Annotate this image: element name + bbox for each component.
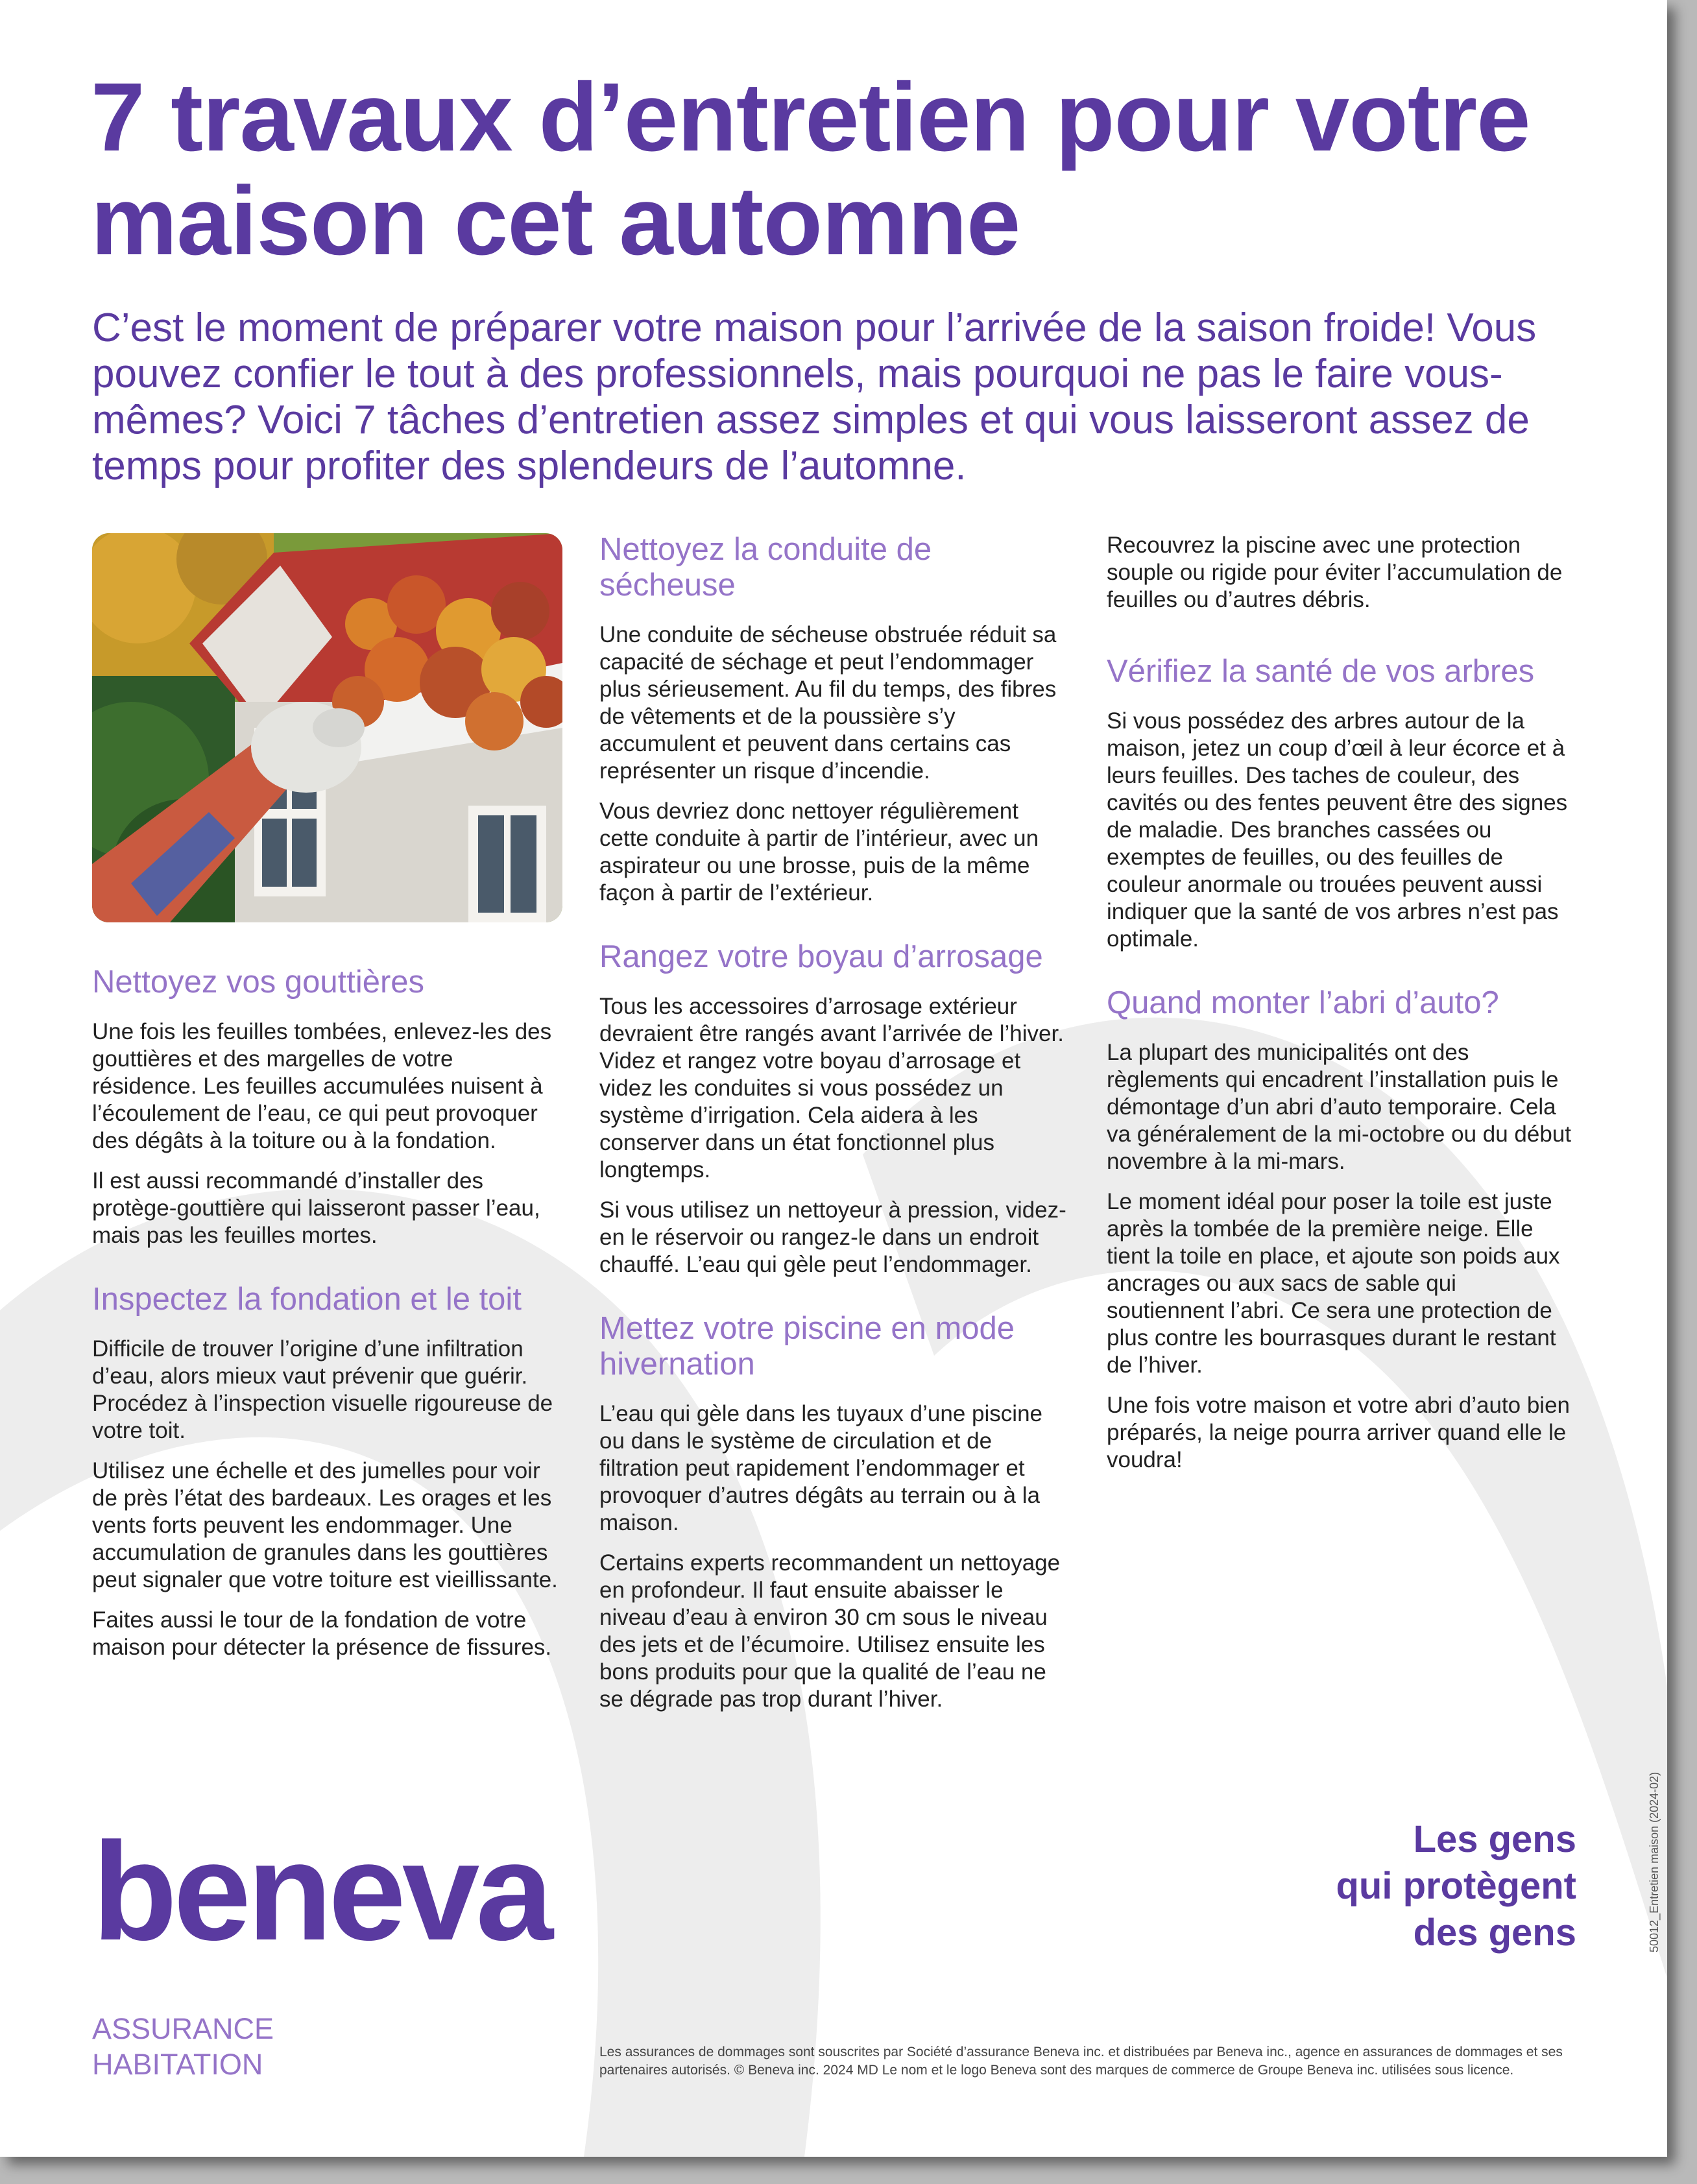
section-paragraph: Il est aussi recommandé d’installer des protège-gouttière qui laisseront passer l’eau, mais pas les feuilles mortes. [92,1168,540,1248]
gutter-leaves-photo [92,533,562,922]
section-garden-hose [599,939,1070,1278]
legal-notice: Les assurances de dommages sont souscrites par Société d’assurance Beneva inc. et distribuées par Beneva inc., agence en assurances de dommages et ses partenaires autorisés. © Beneva inc. 2024 MD Le nom et le logo Beneva sont des marques de commerce de Groupe Beneva inc. utilisées sous licence. [599,2045,1563,2078]
section-paragraph: Certains experts recommandent un nettoyage en profondeur. Il faut ensuite abaisser le niveau d’eau à environ 30 cm sous le niveau des jets et de l’écumoire. Utilisez ensuite les bons produits pour que la qualité de l’eau ne se dégrade pas trop durant l’hiver. [599,1550,1061,1712]
section-paragraph: Si vous utilisez un nettoyeur à pression, videz-en le réservoir ou rangez-le dans un endroit chauffé. L’eau qui gèle peut l’endommager. [599,1197,1066,1277]
section-gutters [92,965,562,1249]
section-dryer-duct [599,532,1070,907]
pool-continuation-paragraph: Recouvrez la piscine avec une protection souple ou rigide pour éviter l’accumulation de feuilles ou d’autres débris. [1107,533,1563,612]
section-paragraph: Faites aussi le tour de la fondation de votre maison pour détecter la présence de fissures. [92,1607,552,1660]
section-paragraph: Si vous possédez des arbres autour de la maison, jetez un coup d’œil à leur écorce et à leurs feuilles. Des taches de couleur, des cavités ou des fentes peuvent être des signes de maladie. Des branches cassées ou exemptes de feuilles, ou des feuilles de couleur anormale ou trouées peuvent aussi indiquer que la santé de vos arbres n’est pas optimale. [1107,708,1568,952]
section-paragraph: L’eau qui gèle dans les tuyaux d’une piscine ou dans le système de circulation et de filtration peut rapidement l’endommager et provoquer d’autres dégâts au terrain ou à la maison. [599,1401,1042,1535]
section-paragraph: Une conduite de sécheuse obstruée réduit sa capacité de séchage et peut l’endommager plus sérieusement. Au fil du temps, des fibres de vêtements et de la poussière s’y accumulent et peuvent dans certains cas représenter un risque d’incendie. [599,622,1057,784]
section-paragraph: Utilisez une échelle et des jumelles pour voir de près l’état des bardeaux. Les orages et les vents forts peuvent les endommager. Une accumulation de granules dans les gouttières peut signaler que votre toiture est vieillissante. [92,1458,558,1592]
column-2 [599,532,1070,1746]
section-paragraph: Une fois les feuilles tombées, enlevez-les des gouttières et des margelles de votre résidence. Les feuilles accumulées nuisent à l’écoulement de l’eau, ce qui peut provoquer des dégâts à la toiture ou à la fondation. [92,1019,552,1153]
section-heading: Quand monter l’abri d’auto? [1107,985,1499,1020]
section-heading: Mettez votre piscine en mode hivernation [599,1311,1015,1382]
section-trees [1107,654,1577,953]
section-heading: Nettoyez la conduite de sécheuse [599,532,932,603]
section-heading: Rangez votre boyau d’arrosage [599,939,1043,974]
section-paragraph: Tous les accessoires d’arrosage extérieur devraient être rangés avant l’arrivée de l’hiver. Videz et rangez votre boyau d’arrosage et videz les conduites si vous possédez un système d’irrigation. Cela aidera à les conserver dans un état fonctionnel plus longtemps. [599,994,1064,1182]
logo-text: beneva [92,1829,549,1952]
section-paragraph: Le moment idéal pour poser la toile est juste après la tombée de la première neige. Elle tient la toile en place, et ajoute son poids aux ancrages ou aux sacs de sable qui soutiennent l’abri. Ce sera une protection de plus contre les bourrasques durant le restant de l’hiver. [1107,1189,1560,1378]
section-paragraph: Vous devriez donc nettoyer régulièrement cette conduite à partir de l’intérieur, avec un aspirateur ou une brosse, puis de la même façon à partir de l’extérieur. [599,798,1039,906]
product-label [92,2011,274,2082]
section-heading: Vérifiez la santé de vos arbres [1107,654,1535,689]
beneva-logo [92,1829,572,1952]
section-heading: Nettoyez vos gouttières [92,965,425,1000]
section-carport [1107,985,1577,1474]
section-paragraph: La plupart des municipalités ont des règlements qui encadrent l’installation puis le démontage d’un abri d’auto temporaire. Cela va généralement de la mi-octobre ou du début novembre à la mi-mars. [1107,1040,1572,1174]
tagline-line: qui protègent [1336,1865,1576,1907]
column-1 [92,965,562,1694]
product-line: ASSURANCE [92,2012,274,2045]
section-paragraph: Difficile de trouver l’origine d’une infiltration d’eau, alors mieux vaut prévenir que guérir. Procédez à l’inspection visuelle rigoureuse de votre toit. [92,1336,553,1443]
section-foundation-roof [92,1282,562,1661]
brand-tagline [1336,1816,1576,1956]
section-pool [599,1311,1070,1713]
product-line: HABITATION [92,2048,263,2081]
intro-paragraph: C’est le moment de préparer votre maison pour l’arrivée de la saison froide! Vous pouvez confier le tout à des professionnels, mais pourquoi ne pas le faire vous-mêmes? Voici 7 tâches d’entretien assez simples et qui vous laisseront assez de temps pour profiter des splendeurs de l’automne. [92,306,1537,488]
document-code-text: 50012_Entretien maison (2024-02) [1648,1771,1661,1952]
tagline-line: Les gens [1413,1818,1576,1860]
section-paragraph: Une fois votre maison et votre abri d’auto bien préparés, la neige pourra arriver quand elle le voudra! [1107,1393,1570,1472]
column-3 [1107,532,1577,1506]
section-heading: Inspectez la fondation et le toit [92,1282,522,1317]
tagline-line: des gens [1413,1912,1576,1954]
page-title: 7 travaux d’entretien pour votre maison cet automne [91,62,1530,275]
